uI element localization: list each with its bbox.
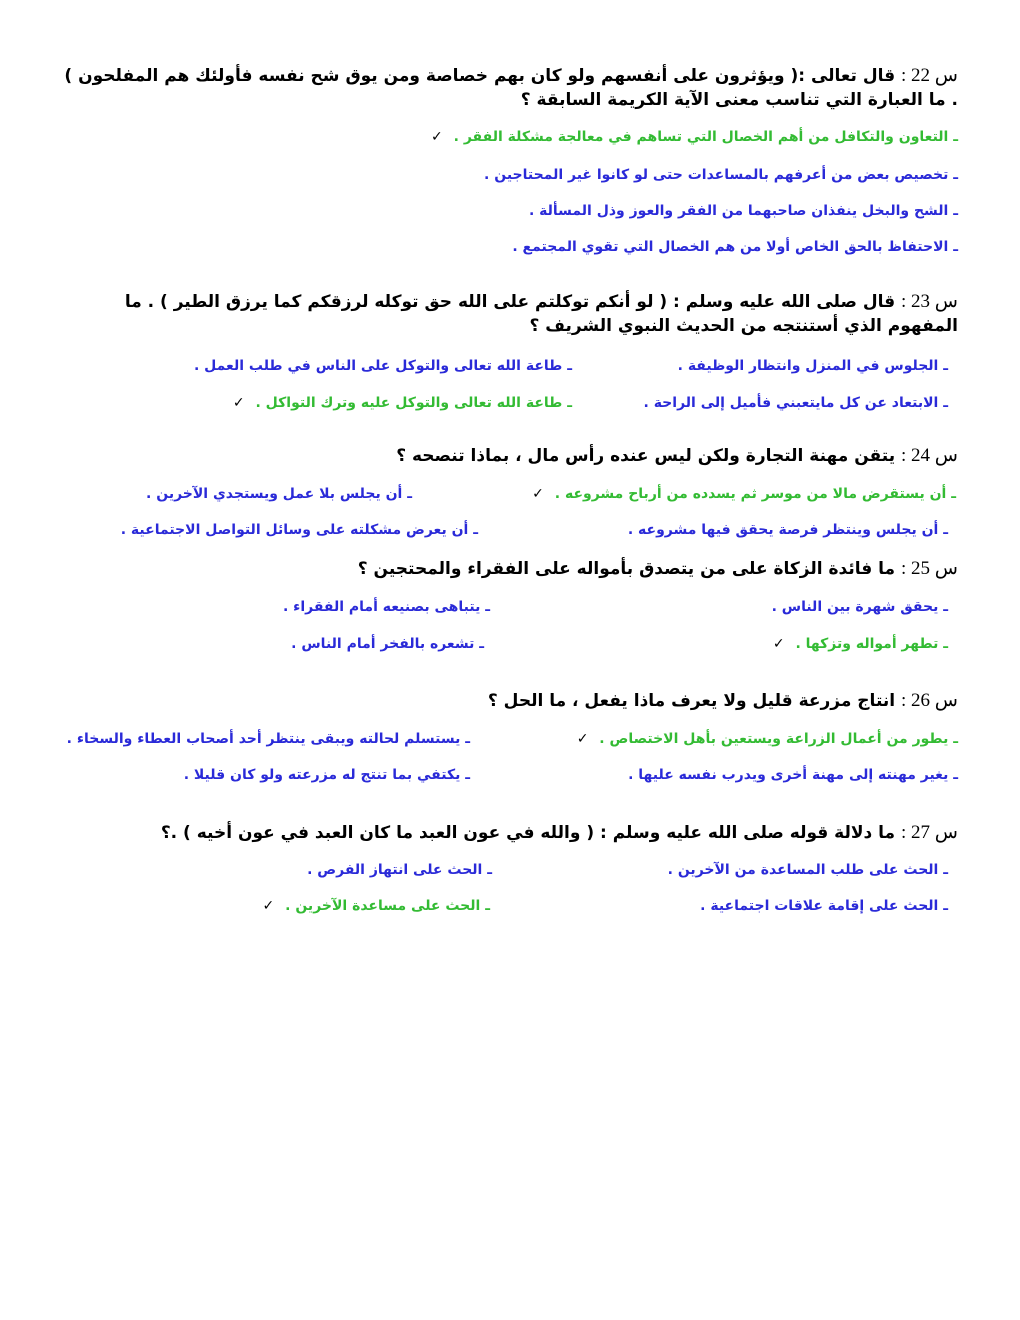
option-text: ـ تخصيص بعض من أعرفهم بالمساعدات حتى لو كانوا غير المحتاجين . bbox=[484, 167, 958, 183]
question-number: س 22 : bbox=[901, 65, 958, 86]
checkmark-icon: ✓ bbox=[431, 129, 443, 145]
option-text: ـ يحقق شهرة بين الناس . bbox=[771, 599, 948, 615]
option-text: ـ أن يجلس وينتظر فرصة يحقق فيها مشروعه . bbox=[627, 522, 948, 538]
option-text: ـ تشعره بالفخر أمام الناس . bbox=[291, 636, 484, 652]
option-23-4-correct[interactable] bbox=[233, 393, 572, 413]
option-26-4[interactable] bbox=[184, 765, 470, 785]
question-number: س 26 : bbox=[901, 690, 958, 711]
option-text: ـ يتباهى بصنيعه أمام الفقراء . bbox=[282, 599, 490, 615]
question-22 bbox=[62, 64, 958, 112]
option-26-3[interactable] bbox=[628, 765, 958, 785]
option-text: ـ الحث على مساعدة الآخرين . bbox=[285, 898, 490, 914]
option-27-4-correct[interactable] bbox=[263, 896, 490, 916]
question-24 bbox=[108, 444, 958, 468]
checkmark-icon: ✓ bbox=[262, 898, 275, 914]
option-24-1-correct[interactable] bbox=[532, 484, 956, 504]
option-24-4[interactable] bbox=[121, 520, 478, 540]
option-26-1-correct[interactable] bbox=[577, 729, 958, 749]
question-27 bbox=[108, 821, 958, 845]
option-22-3[interactable] bbox=[529, 201, 958, 221]
option-text: ـ الابتعاد عن كل مايتعبني فأميل إلى الراحة . bbox=[643, 395, 948, 411]
checkmark-icon: ✓ bbox=[532, 486, 544, 502]
option-text: ـ تطهر أمواله وتزكها . bbox=[795, 636, 948, 652]
option-text: ـ الاحتفاظ بالحق الخاص أولا من هم الخصال التي تقوي المجتمع . bbox=[512, 239, 958, 255]
option-24-2[interactable] bbox=[146, 484, 412, 504]
option-27-1[interactable] bbox=[668, 860, 948, 880]
question-text: يتقن مهنة التجارة ولكن ليس عنده رأس مال ، بماذا تنصحه ؟ bbox=[396, 446, 896, 466]
option-23-2[interactable] bbox=[194, 356, 572, 376]
question-text: انتاج مزرعة قليل ولا يعرف ماذا يفعل ، ما الحل ؟ bbox=[487, 691, 896, 711]
option-text: ـ أن يعرض مشكلته على وسائل التواصل الاجتماعية . bbox=[120, 522, 478, 538]
question-23 bbox=[108, 290, 958, 338]
option-22-2[interactable] bbox=[484, 165, 958, 185]
option-25-1[interactable] bbox=[772, 597, 948, 617]
option-text: ـ يغير مهنته إلى مهنة أخرى ويدرب نفسه عليها . bbox=[628, 767, 958, 783]
option-text: ـ يستسلم لحالته ويبقى ينتظر أحد أصحاب العطاء والسخاء . bbox=[66, 731, 470, 747]
option-23-3[interactable] bbox=[644, 393, 949, 413]
checkmark-icon: ✓ bbox=[772, 636, 785, 652]
question-text: ما دلالة قوله صلى الله عليه وسلم : ( والله في عون العبد ما كان العبد في عون أخيه ) .؟ bbox=[160, 823, 896, 843]
option-25-2[interactable] bbox=[283, 597, 490, 617]
option-27-3[interactable] bbox=[700, 896, 948, 916]
option-text: ـ أن يستقرض مالا من موسر ثم يسدده من أرباح مشروعه . bbox=[554, 486, 956, 502]
option-text: ـ أن يجلس بلا عمل ويستجدي الآخرين . bbox=[146, 486, 412, 502]
option-text: ـ يكتفي بما تنتج له مزرعته ولو كان قليلا . bbox=[183, 767, 470, 783]
question-number: س 23 : bbox=[901, 291, 958, 312]
option-26-2[interactable] bbox=[67, 729, 470, 749]
question-number: س 25 : bbox=[901, 558, 958, 579]
option-text: ـ التعاون والتكافل من أهم الخصال التي تساهم في معالجة مشكلة الفقر . bbox=[453, 129, 958, 145]
option-27-2[interactable] bbox=[307, 860, 492, 880]
option-text: ـ الحث على انتهاز الفرص . bbox=[307, 862, 492, 878]
checkmark-icon: ✓ bbox=[576, 731, 589, 747]
question-text: قال تعالى :( ويؤثرون على أنفسهم ولو كان بهم خصاصة ومن يوق شح نفسه فأولئك هم المفلحون ) . ما العبارة التي تناسب معنى الآية الكريمة السابقة ؟ bbox=[64, 66, 958, 110]
question-text: قال صلى الله عليه وسلم : ( لو أنكم توكلتم على الله حق توكله لرزقكم كما يرزق الطير ) . ما المفهوم الذي أستنتجه من الحديث النبوي الشريف ؟ bbox=[124, 292, 958, 336]
option-text: ـ الحث على طلب المساعدة من الآخرين . bbox=[667, 862, 948, 878]
option-22-1-correct[interactable] bbox=[431, 127, 958, 147]
option-23-1[interactable] bbox=[678, 356, 948, 376]
option-25-4[interactable] bbox=[291, 634, 484, 654]
option-text: ـ طاعة الله تعالى والتوكل عليه وترك التواكل . bbox=[255, 395, 572, 411]
option-text: ـ الجلوس في المنزل وانتظار الوظيفة . bbox=[677, 358, 948, 374]
question-26 bbox=[108, 689, 958, 713]
option-text: ـ يطور من أعمال الزراعة ويستعين بأهل الاختصاص . bbox=[599, 731, 958, 747]
question-25 bbox=[108, 557, 958, 581]
option-24-3[interactable] bbox=[628, 520, 948, 540]
question-number: س 24 : bbox=[901, 445, 958, 466]
option-text: ـ الحث على إقامة علاقات اجتماعية . bbox=[700, 898, 948, 914]
checkmark-icon: ✓ bbox=[232, 395, 245, 411]
option-22-4[interactable] bbox=[512, 237, 958, 257]
option-text: ـ طاعة الله تعالى والتوكل على الناس في طلب العمل . bbox=[193, 358, 572, 374]
option-25-3-correct[interactable] bbox=[773, 634, 948, 654]
option-text: ـ الشح والبخل ينفذان صاحبهما من الفقر والعوز وذل المسألة . bbox=[528, 203, 958, 219]
question-text: ما فائدة الزكاة على من يتصدق بأمواله على الفقراء والمحتجين ؟ bbox=[357, 559, 896, 579]
question-number: س 27 : bbox=[901, 822, 958, 843]
